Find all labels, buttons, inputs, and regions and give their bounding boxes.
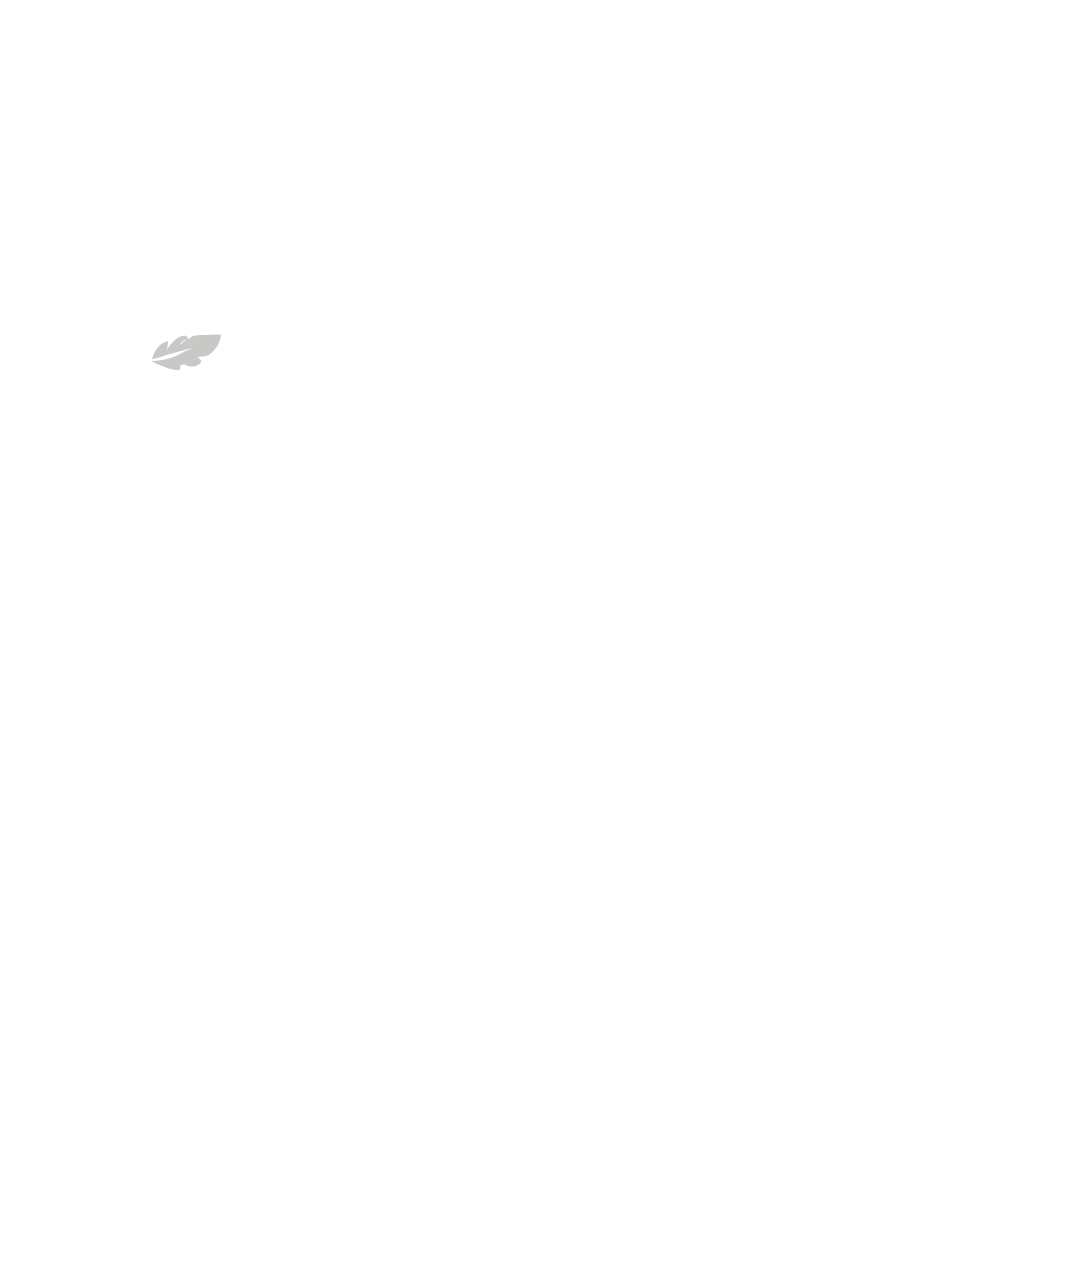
leaf-icon-graphic [150,333,222,371]
leaf-icon [150,333,222,371]
leaf-icon-shape [151,335,221,370]
